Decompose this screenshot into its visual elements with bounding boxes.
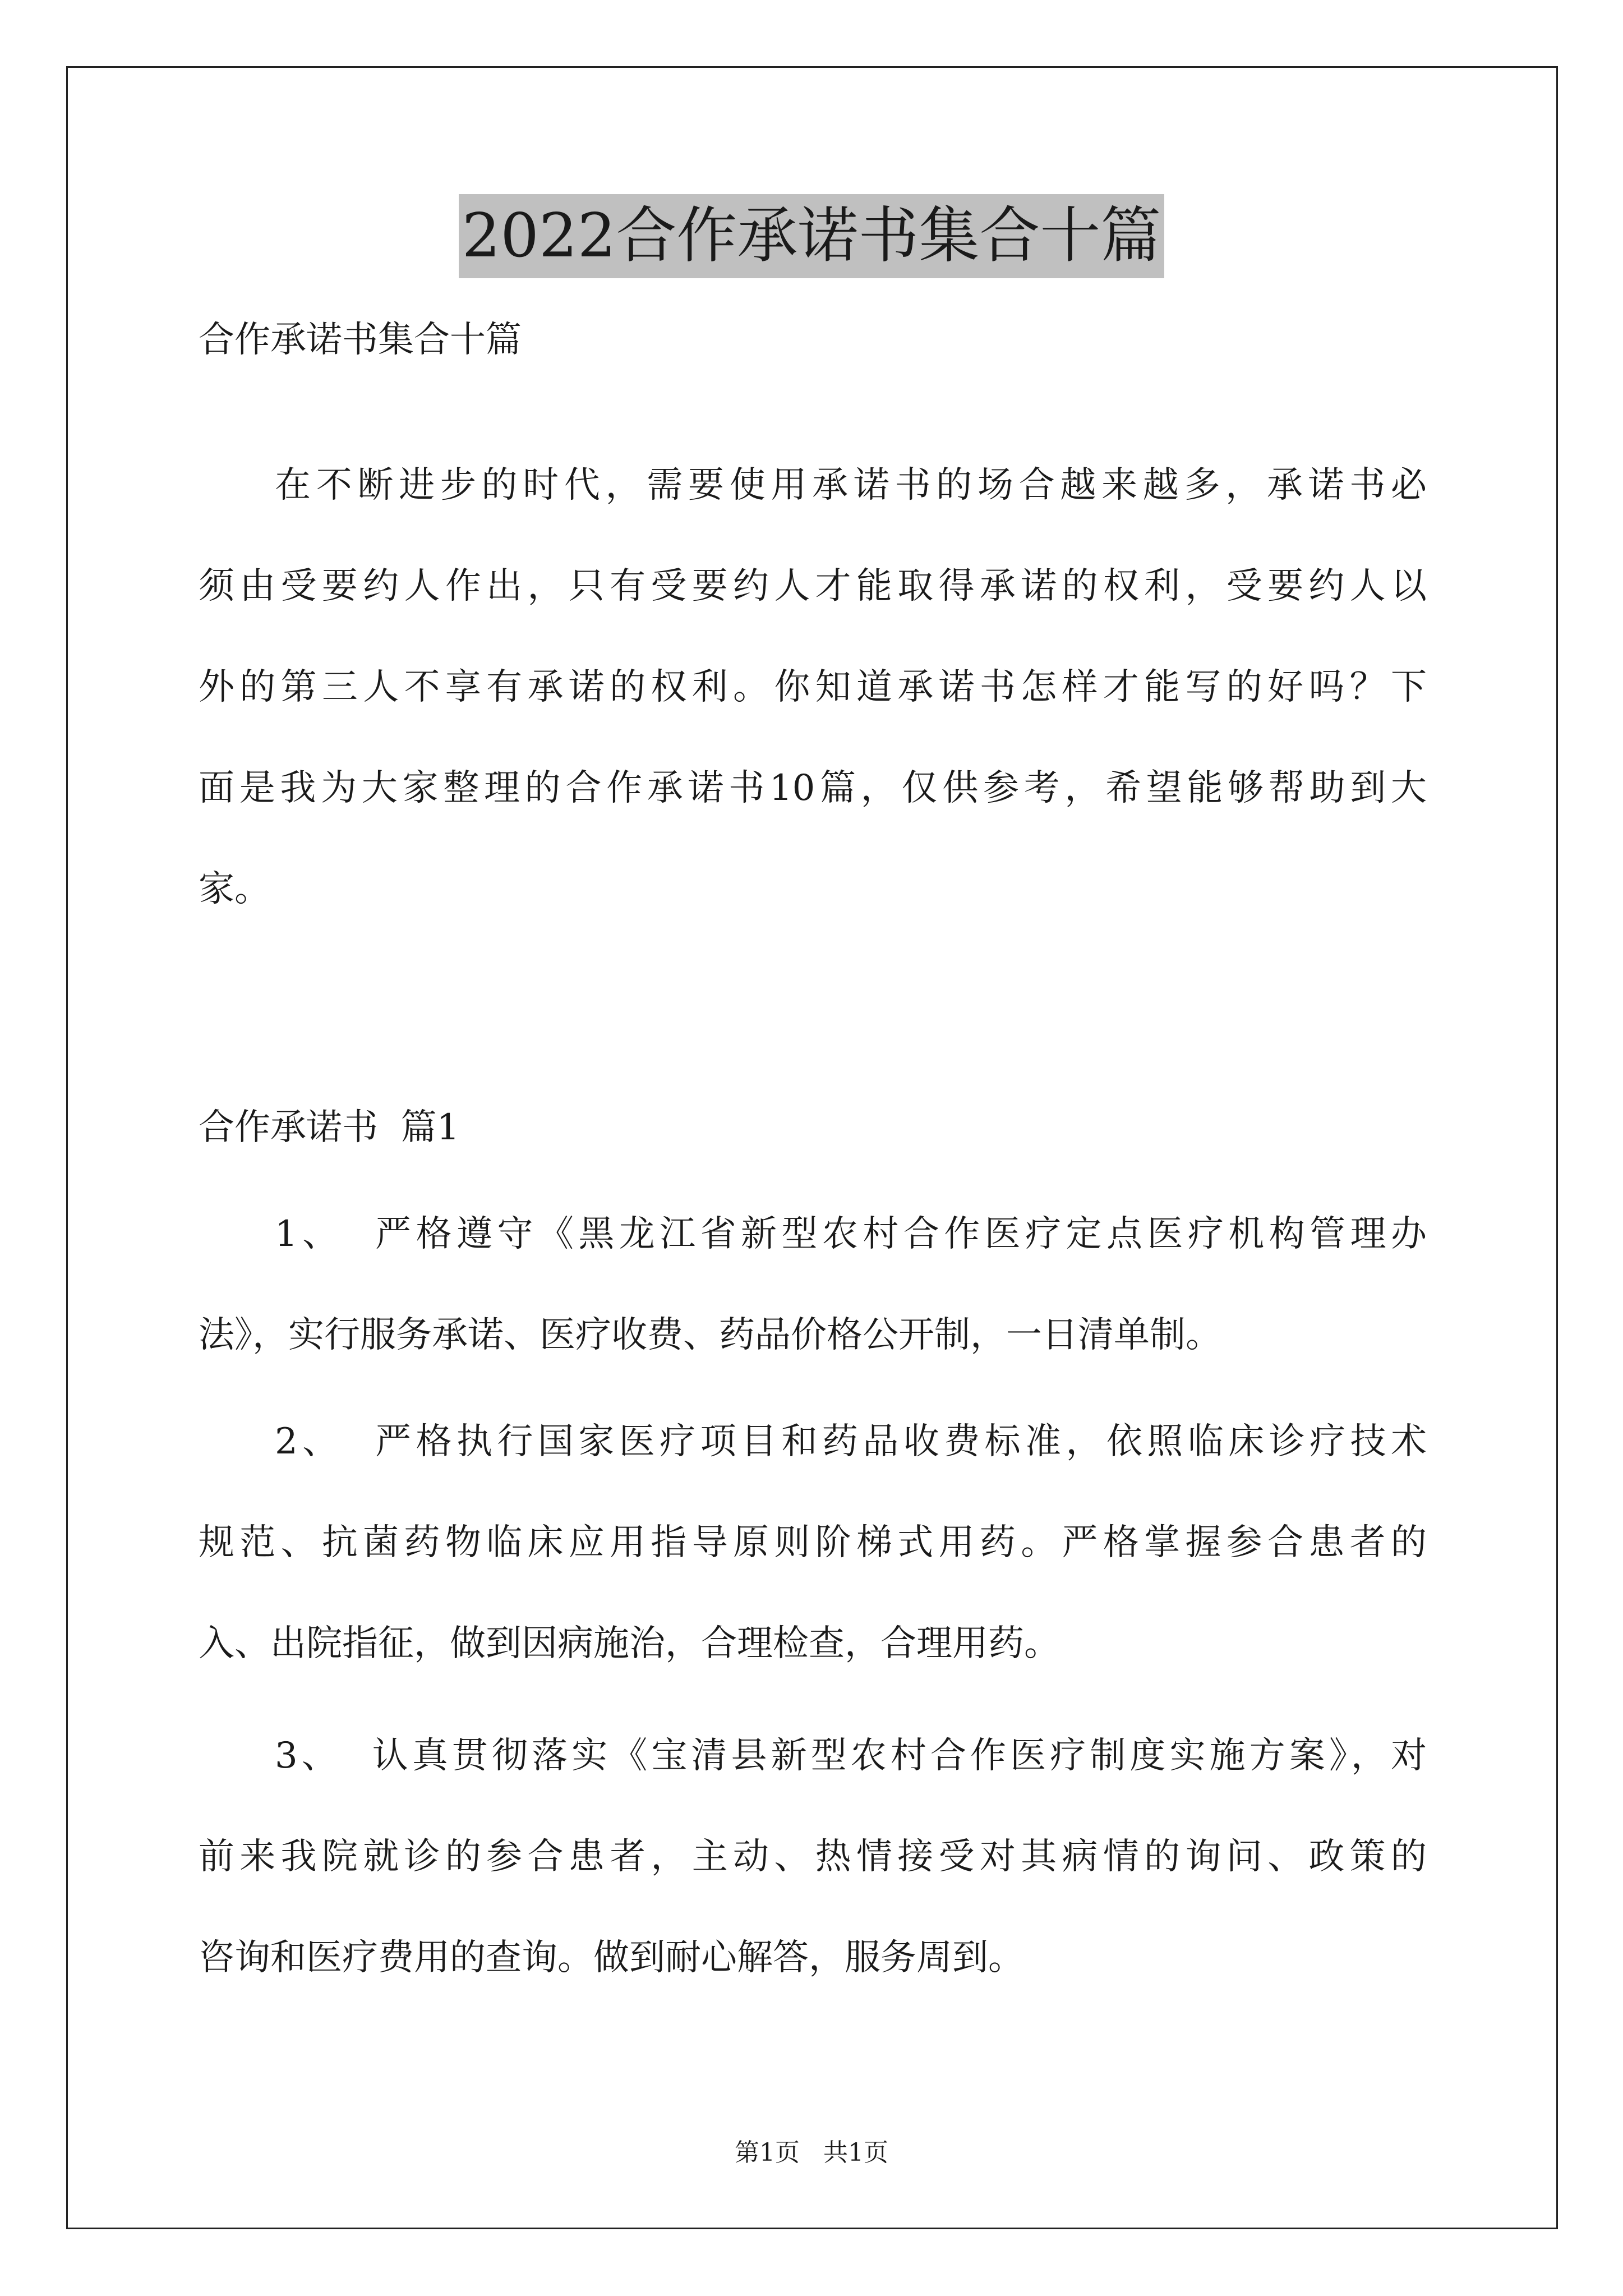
item3-line-2: 前来我院就诊的参合患者，主动、热情接受对其病情的询问、政策的 [199,1836,1427,1878]
section-heading: 合作承诺书 篇1 [199,1107,460,1148]
item2-line-3: 入、出院指征，做到因病施治，合理检查，合理用药。 [199,1623,1060,1664]
intro-line-2: 须由受要约人作出，只有受要约人才能取得承诺的权利，受要约人以 [199,565,1427,607]
document-title: 2022合作承诺书集合十篇 [459,194,1165,278]
item1-line-2: 法》，实行服务承诺、医疗收费、药品价格公开制，一日清单制。 [199,1314,1221,1356]
title-container [0,194,1623,278]
item2-line-2: 规范、抗菌药物临床应用指导原则阶梯式用药。严格掌握参合患者的 [199,1522,1427,1563]
intro-line-3: 外的第三人不享有承诺的权利。你知道承诺书怎样才能写的好吗？下 [199,666,1427,708]
document-subtitle: 合作承诺书集合十篇 [199,319,522,361]
item1-line-1: 1、 严格遵守《黑龙江省新型农村合作医疗定点医疗机构管理办 [275,1213,1427,1255]
page-footer: 第1页 共1页 [735,2138,888,2167]
intro-line-4: 面是我为大家整理的合作承诺书10篇，仅供参考，希望能够帮助到大 [199,767,1427,809]
intro-line-1: 在不断进步的时代，需要使用承诺书的场合越来越多，承诺书必 [275,464,1427,506]
item3-line-3: 咨询和医疗费用的查询。做到耐心解答，服务周到。 [199,1937,1024,1978]
item3-line-1: 3、 认真贯彻落实《宝清县新型农村合作医疗制度实施方案》，对 [275,1735,1427,1777]
item2-line-1: 2、 严格执行国家医疗项目和药品收费标准，依照临床诊疗技术 [275,1421,1427,1462]
intro-line-5: 家。 [199,868,270,910]
